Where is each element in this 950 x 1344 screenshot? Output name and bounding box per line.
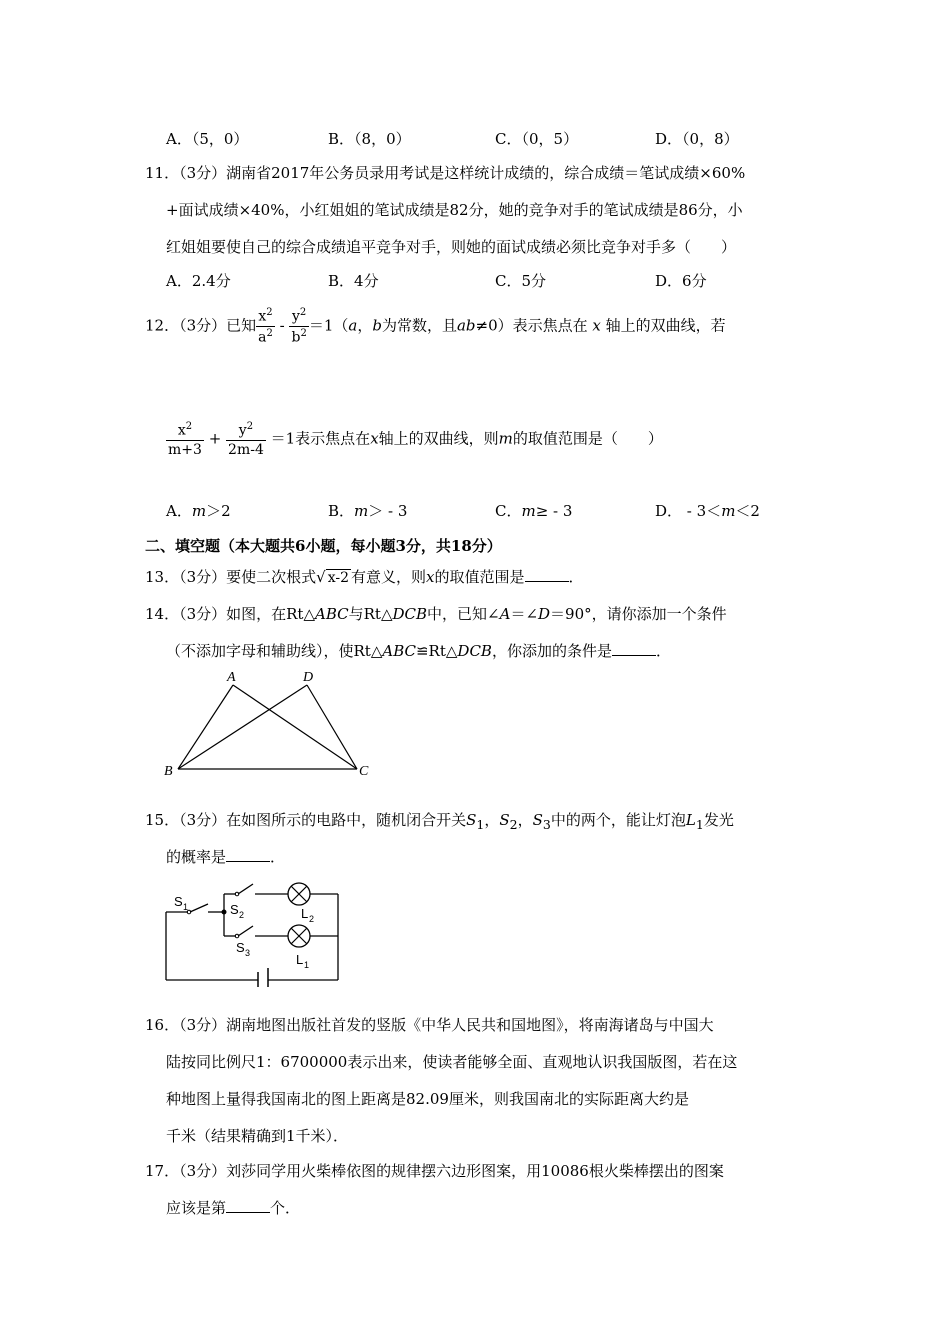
q12-f3-num: x bbox=[177, 422, 186, 439]
q16-line4: 千米（结果精确到1千米）． bbox=[166, 1127, 349, 1145]
q12-ob-pre: B． bbox=[328, 502, 355, 520]
q15-s1: S bbox=[466, 811, 477, 829]
q12-option-d bbox=[655, 500, 760, 521]
q12-f4-exp: 2 bbox=[246, 421, 254, 432]
q12-tail: 轴上的双曲线，若 bbox=[605, 316, 726, 335]
line-ac bbox=[233, 685, 357, 769]
label-l2-sub: 2 bbox=[309, 914, 315, 924]
q13-tail: 的取值范围是 bbox=[434, 568, 525, 586]
q12-var-a: a bbox=[348, 316, 358, 335]
q14-l1-d: ＝∠ bbox=[510, 605, 539, 623]
q15-end: ． bbox=[270, 848, 286, 866]
q12-line2-var-m: m bbox=[498, 429, 513, 448]
q14-angle-d: D bbox=[538, 605, 551, 623]
q14-line1 bbox=[145, 603, 727, 624]
label-s3-sub: 3 bbox=[245, 948, 251, 958]
q16-line3: 种地图上量得我国南北的图上距离是82.09厘米，则我国南北的实际距离大约是 bbox=[166, 1090, 689, 1108]
q11-option-c: C．5分 bbox=[495, 272, 547, 290]
q12-oa-post: ＞2 bbox=[206, 502, 231, 520]
q14-line2 bbox=[166, 640, 671, 661]
q12-var-x: x bbox=[592, 316, 601, 335]
q12-f2-den: b bbox=[291, 329, 301, 346]
q17-line1: 17．（3分）刘莎同学用火柴棒依图的规律摆六边形图案，用10086根火柴棒摆出的图案 bbox=[145, 1162, 724, 1180]
q12-f3-den: m+3 bbox=[168, 441, 202, 458]
q13-radicand: x-2 bbox=[327, 570, 349, 586]
q12-ob-m: m bbox=[354, 502, 369, 520]
q11-line1: 11．（3分）湖南省2017年公务员录用考试是这样统计成绩的，综合成绩＝笔试成绩×60% bbox=[145, 164, 746, 182]
q12-var-ab: ab bbox=[456, 316, 476, 335]
q15-circuit-figure bbox=[160, 872, 350, 987]
q14-l2-b: ≌Rt△ bbox=[415, 642, 458, 660]
q14-l2-dcb: DCB bbox=[457, 642, 492, 660]
label-l2: L bbox=[301, 906, 309, 921]
label-b: B bbox=[164, 764, 173, 779]
q15-s2: S bbox=[499, 811, 510, 829]
q11-option-b: B．4分 bbox=[328, 272, 379, 290]
q14-l1-b: 与Rt△ bbox=[348, 605, 393, 623]
switch-s3-icon bbox=[238, 926, 253, 936]
q12-comma: ， bbox=[357, 316, 373, 335]
q14-abc: ABC bbox=[315, 605, 349, 623]
line-ab bbox=[178, 685, 233, 769]
q12-line1 bbox=[145, 306, 726, 347]
q12-line2-var-x: x bbox=[370, 429, 379, 448]
q10-option-b: B．（8，0） bbox=[328, 130, 411, 148]
switch-s1-icon bbox=[190, 904, 208, 912]
q14-l1-a: 14．（3分）如图，在Rt△ bbox=[145, 605, 315, 623]
q12-oc-post: ≥ - 3 bbox=[535, 502, 573, 520]
q11-option-a: A．2.4分 bbox=[166, 272, 231, 290]
q13-line bbox=[145, 566, 584, 587]
q14-l1-e: ＝90°，请你添加一个条件 bbox=[550, 605, 727, 623]
q14-answer-blank[interactable] bbox=[612, 641, 656, 656]
q12-line2-b: 轴上的双曲线，则 bbox=[378, 429, 499, 448]
q12-mid: 为常数，且 bbox=[381, 316, 457, 335]
q10-option-c: C．（0，5） bbox=[495, 130, 579, 148]
q15-l: L bbox=[685, 811, 696, 829]
q17-line2 bbox=[166, 1197, 300, 1218]
q17-l2-b: 个． bbox=[270, 1199, 301, 1217]
q15-s3-sub: 3 bbox=[542, 817, 551, 832]
q17-answer-blank[interactable] bbox=[226, 1198, 270, 1213]
q14-angle-a: A bbox=[499, 605, 511, 623]
q12-fraction-y-2m4 bbox=[226, 420, 266, 459]
q12-oa-m: m bbox=[191, 502, 207, 520]
q12-oc-m: m bbox=[521, 502, 536, 520]
q12-oc-pre: C． bbox=[495, 502, 522, 520]
label-l1: L bbox=[296, 952, 304, 967]
q14-triangle-figure bbox=[160, 665, 380, 780]
q13-var-x: x bbox=[426, 568, 435, 586]
sqrt-icon: √ bbox=[316, 568, 326, 586]
q12-f4-num: y bbox=[238, 422, 247, 439]
label-c: C bbox=[359, 764, 369, 779]
label-s1-sub: 1 bbox=[183, 902, 189, 912]
q14-l2-abc: ABC bbox=[382, 642, 416, 660]
q12-od-m: m bbox=[721, 502, 736, 520]
q16-line2: 陆按同比例尺1：6700000表示出来，使读者能够全面、直观地认识我国版图，若在这 bbox=[166, 1053, 738, 1071]
label-s2: S bbox=[230, 902, 239, 917]
q15-s3: S bbox=[532, 811, 543, 829]
q15-l1-c: 发光 bbox=[703, 811, 734, 829]
q12-f1-den-exp: 2 bbox=[266, 327, 273, 339]
q12-plus: + bbox=[203, 429, 227, 448]
q13-end: ． bbox=[568, 568, 584, 586]
q12-var-b: b bbox=[372, 316, 382, 335]
q12-ob-post: ＞ - 3 bbox=[368, 502, 408, 520]
q14-l1-c: 中，已知∠ bbox=[427, 605, 500, 623]
q12-f2-den-exp: 2 bbox=[300, 327, 307, 339]
q15-sep2: ， bbox=[517, 811, 533, 829]
q12-f3-exp: 2 bbox=[185, 421, 193, 432]
label-d: D bbox=[303, 670, 314, 685]
q15-l2: 的概率是 bbox=[166, 848, 227, 866]
q14-dcb: DCB bbox=[392, 605, 428, 623]
q12-f2-exp: 2 bbox=[299, 307, 307, 318]
q12-f1-den: a bbox=[258, 329, 267, 346]
q12-fraction-x-m3 bbox=[166, 420, 204, 459]
q12-option-c bbox=[495, 500, 572, 521]
q12-f2-num: y bbox=[292, 308, 300, 325]
label-a: A bbox=[227, 670, 236, 685]
q11-line3: 红姐姐要使自己的综合成绩追平竞争对手，则她的面试成绩必须比竞争对手多（ ） bbox=[166, 238, 737, 256]
q12-line2 bbox=[166, 420, 663, 459]
q12-od-pre: D． - 3＜ bbox=[655, 502, 722, 520]
q15-l1-b: 中的两个，能让灯泡 bbox=[550, 811, 686, 829]
q14-end: ． bbox=[655, 642, 671, 660]
q12-fraction-y-b bbox=[289, 306, 308, 347]
q12-line2-a: ＝1表示焦点在 bbox=[270, 429, 371, 448]
q15-s1-sub: 1 bbox=[476, 817, 485, 832]
q15-l-sub: 1 bbox=[695, 817, 704, 832]
section-heading-fill-blank: 二、填空题（本大题共6小题，每小题3分，共18分） bbox=[145, 537, 502, 555]
q12-prefix: 12．（3分）已知 bbox=[145, 316, 257, 335]
q13-answer-blank[interactable] bbox=[525, 567, 569, 582]
q12-f1-num: x bbox=[258, 308, 267, 325]
label-l1-sub: 1 bbox=[304, 960, 310, 970]
q15-s2-sub: 2 bbox=[509, 817, 518, 832]
q13-mid: 有意义，则 bbox=[351, 568, 427, 586]
label-s1: S bbox=[174, 894, 183, 909]
q12-option-b bbox=[328, 500, 407, 521]
q12-option-a bbox=[166, 500, 231, 521]
switch-s2-icon bbox=[238, 884, 253, 894]
q10-option-a: A．（5，0） bbox=[166, 130, 249, 148]
q14-l2-c: ，你添加的条件是 bbox=[491, 642, 612, 660]
line-db bbox=[178, 685, 307, 769]
q15-l1-a: 15．（3分）在如图所示的电路中，随机闭合开关 bbox=[145, 811, 467, 829]
q12-neq: ≠0）表示焦点在 bbox=[475, 316, 588, 335]
q14-l2-a: （不添加字母和辅助线），使Rt△ bbox=[166, 642, 383, 660]
q12-fraction-x-a bbox=[256, 306, 275, 347]
label-s3: S bbox=[236, 940, 245, 955]
q12-od-post: ＜2 bbox=[735, 502, 760, 520]
q11-option-d: D．6分 bbox=[655, 272, 707, 290]
label-s2-sub: 2 bbox=[239, 910, 245, 920]
q17-l2-a: 应该是第 bbox=[166, 1199, 227, 1217]
q16-line1: 16．（3分）湖南地图出版社首发的竖版《中华人民共和国地图》，将南海诸岛与中国大 bbox=[145, 1016, 714, 1034]
q12-f4-den: 2m-4 bbox=[228, 441, 264, 458]
q10-option-d: D．（0，8） bbox=[655, 130, 739, 148]
q15-answer-blank[interactable] bbox=[226, 847, 270, 862]
q13-prefix: 13．（3分）要使二次根式 bbox=[145, 568, 317, 586]
q12-f1-exp: 2 bbox=[266, 307, 273, 318]
q15-line1 bbox=[145, 809, 734, 832]
q12-line2-c: 的取值范围是（ ） bbox=[512, 429, 663, 448]
q12-minus: - bbox=[274, 316, 290, 335]
q15-sep1: ， bbox=[484, 811, 500, 829]
q15-line2 bbox=[166, 846, 285, 867]
q11-line2: +面试成绩×40%，小红姐姐的笔试成绩是82分，她的竞争对手的笔试成绩是86分，小 bbox=[166, 201, 743, 219]
q12-eq1: ＝1（ bbox=[308, 316, 349, 335]
line-dc bbox=[307, 685, 357, 769]
q12-oa-pre: A． bbox=[166, 502, 192, 520]
